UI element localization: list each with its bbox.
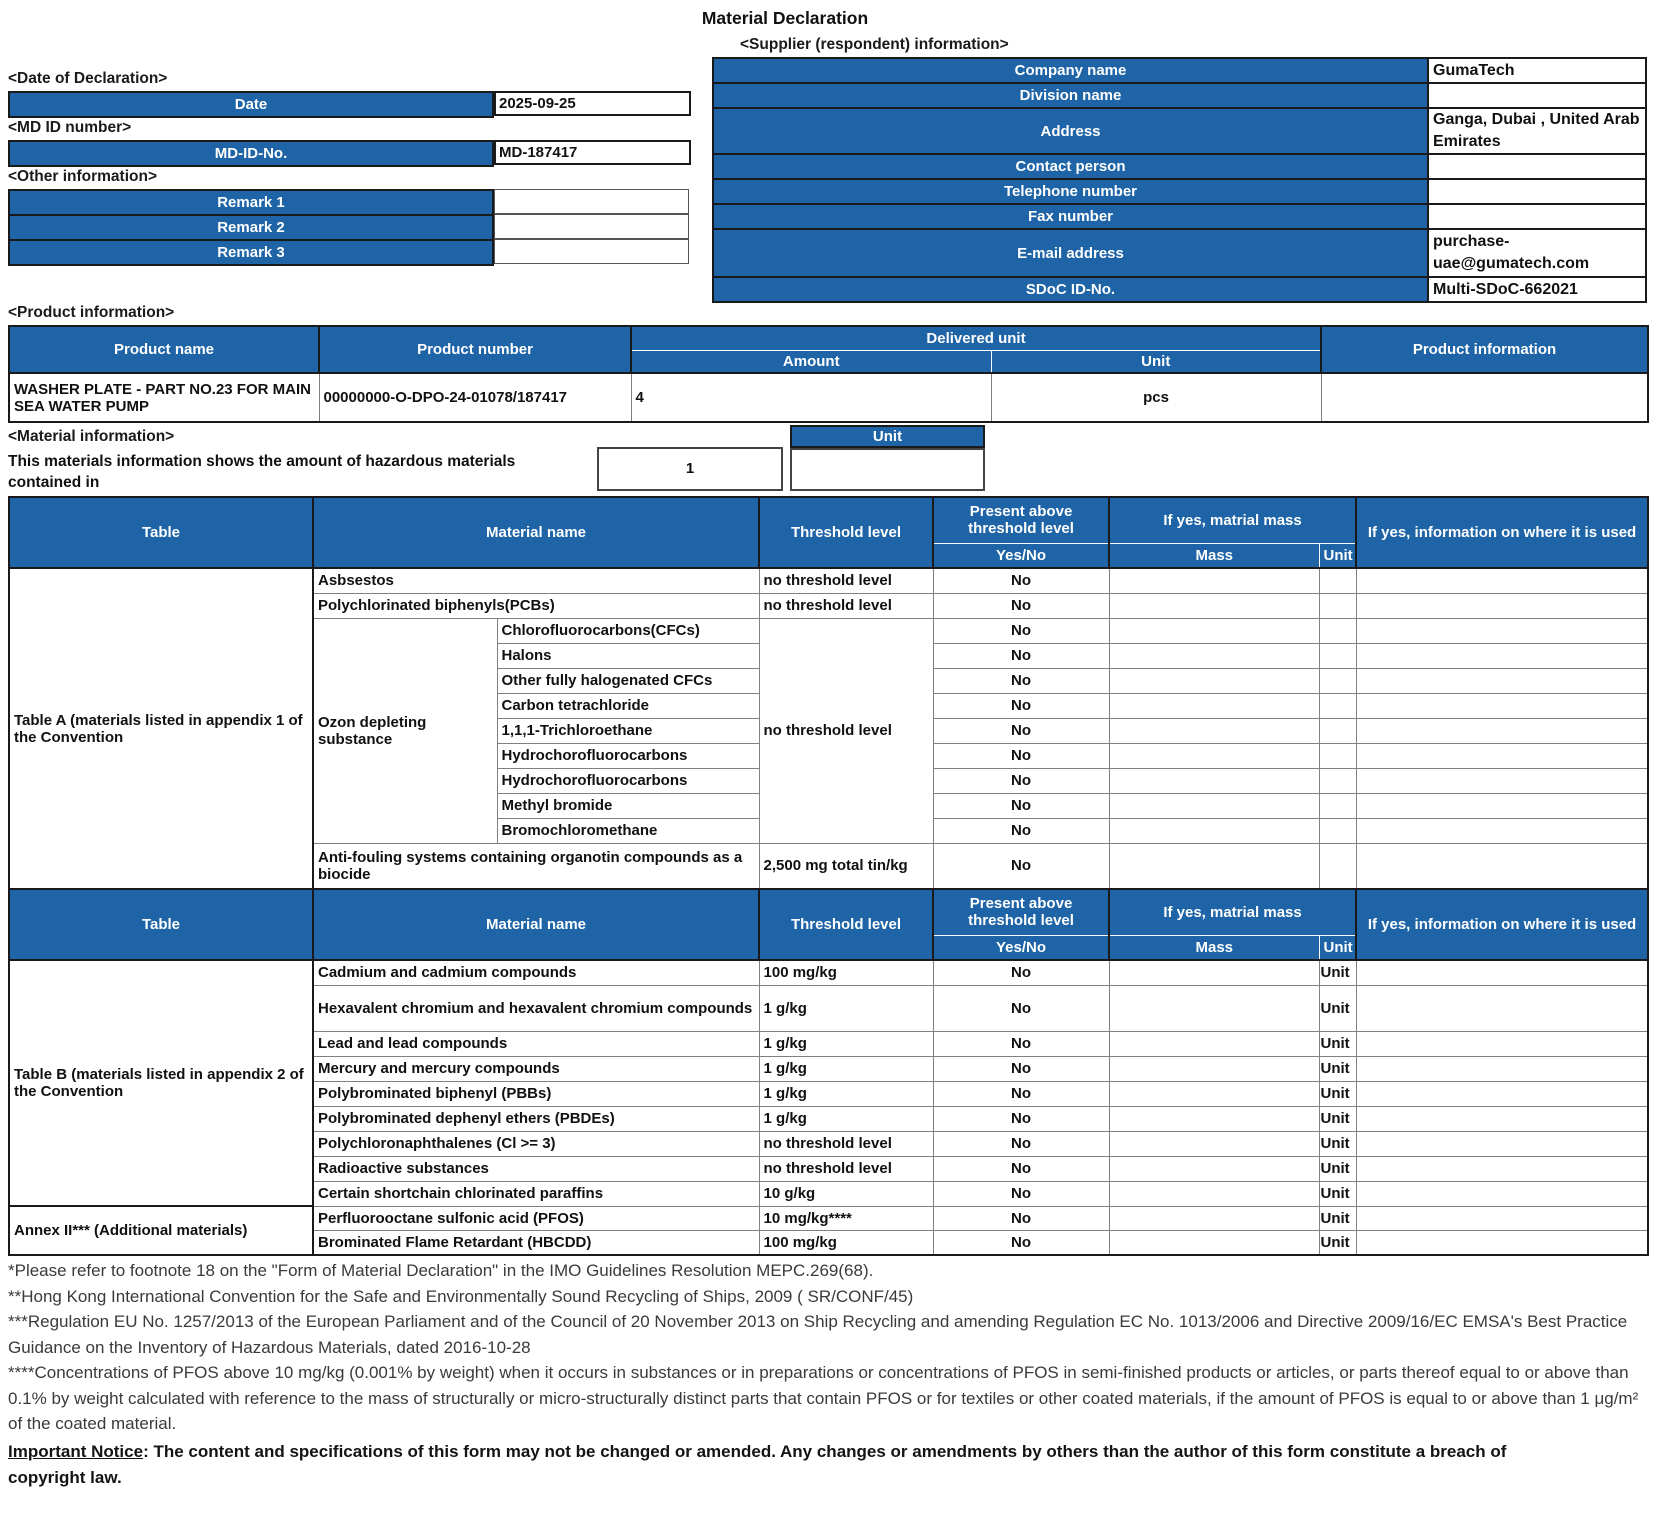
present-cell[interactable]: No	[933, 768, 1109, 793]
present-cell[interactable]: No	[933, 1031, 1109, 1056]
material-name-header: Material name	[313, 889, 759, 960]
present-cell[interactable]: No	[933, 693, 1109, 718]
material-name-cell: Certain shortchain chlorinated paraffins	[313, 1181, 759, 1206]
materials-header-row	[9, 889, 1648, 935]
mass-cell[interactable]	[1109, 668, 1319, 693]
present-above-header: Present above threshold level	[933, 497, 1109, 543]
important-notice-label: Important Notice	[8, 1441, 144, 1461]
annex-label: Annex II*** (Additional materials)	[9, 1206, 313, 1255]
mass-cell[interactable]	[1109, 843, 1319, 889]
material-row	[9, 568, 1648, 593]
material-name-cell: Mercury and mercury compounds	[313, 1056, 759, 1081]
material-name-cell: Other fully halogenated CFCs	[497, 668, 759, 693]
where-used-cell[interactable]	[1356, 693, 1648, 718]
where-used-header: If yes, information on where it is used	[1356, 497, 1648, 568]
supplier-row	[713, 83, 1646, 108]
unit-cell[interactable]	[1319, 568, 1356, 593]
material-name-cell: Carbon tetrachloride	[497, 693, 759, 718]
where-used-cell[interactable]	[1356, 1106, 1648, 1131]
product-name-header: Product name	[9, 326, 319, 373]
remark-3-row	[8, 239, 689, 266]
unit-cell[interactable]: Unit	[1319, 1230, 1356, 1255]
unit-cell[interactable]	[1319, 643, 1356, 668]
md-id-row	[8, 140, 691, 167]
product-name-value[interactable]: WASHER PLATE - PART NO.23 FOR MAIN SEA WATER PUMP	[9, 373, 319, 422]
present-cell[interactable]: No	[933, 1156, 1109, 1181]
threshold-cell: no threshold level	[759, 618, 933, 843]
md-id-label: MD-ID-No.	[8, 140, 494, 167]
product-amount-value[interactable]: 4	[631, 373, 991, 422]
material-name-cell: Polybrominated dephenyl ethers (PBDEs)	[313, 1106, 759, 1131]
section-other-information: <Other information>	[8, 168, 157, 185]
threshold-cell: 1 g/kg	[759, 985, 933, 1031]
important-notice	[8, 1439, 1568, 1491]
where-used-cell[interactable]	[1356, 568, 1648, 593]
mass-cell[interactable]	[1109, 1156, 1319, 1181]
threshold-level-header: Threshold level	[759, 889, 933, 960]
where-used-header: If yes, information on where it is used	[1356, 889, 1648, 960]
supplier-row	[713, 277, 1646, 302]
where-used-cell[interactable]	[1356, 818, 1648, 843]
present-cell[interactable]: No	[933, 568, 1109, 593]
threshold-cell: 10 mg/kg****	[759, 1206, 933, 1230]
threshold-cell: no threshold level	[759, 568, 933, 593]
present-cell[interactable]: No	[933, 793, 1109, 818]
where-used-cell[interactable]	[1356, 593, 1648, 618]
mass-cell[interactable]	[1109, 1206, 1319, 1230]
material-name-cell: Cadmium and cadmium compounds	[313, 960, 759, 985]
unit-cell[interactable]	[1319, 743, 1356, 768]
telephone-value[interactable]	[1428, 179, 1646, 204]
unit-cell[interactable]: Unit	[1319, 1156, 1356, 1181]
product-unit-value[interactable]: pcs	[991, 373, 1321, 422]
unit-cell[interactable]	[1319, 793, 1356, 818]
mass-cell[interactable]	[1109, 1181, 1319, 1206]
present-cell[interactable]: No	[933, 985, 1109, 1031]
where-used-cell[interactable]	[1356, 618, 1648, 643]
unit-cell[interactable]: Unit	[1319, 1031, 1356, 1056]
threshold-cell: no threshold level	[759, 1156, 933, 1181]
supplier-table	[712, 57, 1647, 303]
where-used-cell[interactable]	[1356, 1156, 1648, 1181]
material-name-cell: Brominated Flame Retardant (HBCDD)	[313, 1230, 759, 1255]
address-value[interactable]: Ganga, Dubai , United Arab Emirates	[1428, 108, 1646, 154]
sdoc-id-label: SDoC ID-No.	[713, 277, 1428, 302]
where-used-cell[interactable]	[1356, 1031, 1648, 1056]
table-a-label: Table A (materials listed in appendix 1 of the Convention	[9, 568, 313, 889]
where-used-cell[interactable]	[1356, 1131, 1648, 1156]
md-id-value[interactable]: MD-187417	[494, 140, 691, 165]
threshold-level-header: Threshold level	[759, 497, 933, 568]
present-cell[interactable]: No	[933, 818, 1109, 843]
footnote-1: *Please refer to footnote 18 on the "Form of Material Declaration" in the IMO Guidelines Resolution MEPC.269(68).	[8, 1261, 874, 1280]
yes-no-header: Yes/No	[933, 543, 1109, 568]
company-name-value[interactable]: GumaTech	[1428, 58, 1646, 83]
amount-header: Amount	[631, 350, 991, 373]
where-used-cell[interactable]	[1356, 1081, 1648, 1106]
present-cell[interactable]: No	[933, 618, 1109, 643]
present-cell[interactable]: No	[933, 960, 1109, 985]
mass-cell[interactable]	[1109, 568, 1319, 593]
material-name-cell: Hydrochorofluorocarbons	[497, 768, 759, 793]
material-name-cell: Polychlorinated biphenyls(PCBs)	[313, 593, 759, 618]
mass-cell[interactable]	[1109, 593, 1319, 618]
material-row	[9, 960, 1648, 985]
unit-col-header: Unit	[1319, 543, 1356, 568]
unit-cell[interactable]: Unit	[1319, 1181, 1356, 1206]
material-name-cell: Lead and lead compounds	[313, 1031, 759, 1056]
mass-cell[interactable]	[1109, 643, 1319, 668]
section-product-information: <Product information>	[8, 304, 175, 321]
division-name-label: Division name	[713, 83, 1428, 108]
remark-1-value[interactable]	[494, 189, 689, 214]
where-used-cell[interactable]	[1356, 768, 1648, 793]
present-cell[interactable]: No	[933, 843, 1109, 889]
unit-cell[interactable]	[1319, 843, 1356, 889]
delivered-unit-header: Delivered unit	[631, 326, 1321, 350]
where-used-cell[interactable]	[1356, 960, 1648, 985]
threshold-cell: 100 mg/kg	[759, 960, 933, 985]
remark-2-row	[8, 214, 689, 241]
unit-header: Unit	[991, 350, 1321, 373]
unit-cell[interactable]: Unit	[1319, 1056, 1356, 1081]
supplier-row	[713, 108, 1646, 154]
mass-cell[interactable]	[1109, 618, 1319, 643]
where-used-cell[interactable]	[1356, 1206, 1648, 1230]
table-col-header: Table	[9, 497, 313, 568]
section-date-of-declaration: <Date of Declaration>	[8, 70, 168, 87]
materials-table	[8, 496, 1649, 1256]
company-name-label: Company name	[713, 58, 1428, 83]
page-title: Material Declaration	[701, 8, 869, 28]
threshold-cell: 1 g/kg	[759, 1056, 933, 1081]
date-value[interactable]: 2025-09-25	[494, 91, 691, 116]
present-cell[interactable]: No	[933, 1131, 1109, 1156]
contact-person-label: Contact person	[713, 154, 1428, 179]
footnote-4: ****Concentrations of PFOS above 10 mg/kg (0.001% by weight) when it occurs in substances or in preparations or concentrations of PFOS in semi-finished products or articles, or parts thereof equal to or above than 0.1% by weight calculated with reference to the mass of structurally or micro-structurally distinct parts that contain PFOS or for textiles or other coated materials, if the amount of PFOS is equal to or above than 1 μg/m² of the coated material.	[8, 1363, 1639, 1433]
supplier-row	[713, 229, 1646, 277]
where-used-cell[interactable]	[1356, 1056, 1648, 1081]
material-unit-box[interactable]	[790, 448, 985, 491]
if-yes-mass-header: If yes, matrial mass	[1109, 497, 1356, 543]
if-yes-mass-header: If yes, matrial mass	[1109, 889, 1356, 935]
where-used-cell[interactable]	[1356, 1181, 1648, 1206]
unit-cell[interactable]	[1319, 668, 1356, 693]
threshold-cell: 2,500 mg total tin/kg	[759, 843, 933, 889]
threshold-cell: 1 g/kg	[759, 1031, 933, 1056]
material-amount-box[interactable]: 1	[597, 447, 783, 491]
footnotes	[8, 1258, 1647, 1491]
mass-cell[interactable]	[1109, 743, 1319, 768]
table-b-label: Table B (materials listed in appendix 2 of the Convention	[9, 960, 313, 1206]
mass-cell[interactable]	[1109, 960, 1319, 985]
present-cell[interactable]: No	[933, 1056, 1109, 1081]
mass-cell[interactable]	[1109, 718, 1319, 743]
materials-header-row	[9, 497, 1648, 543]
material-name-cell: Halons	[497, 643, 759, 668]
unit-cell[interactable]: Unit	[1319, 1131, 1356, 1156]
mass-cell[interactable]	[1109, 1056, 1319, 1081]
supplier-row	[713, 58, 1646, 83]
where-used-cell[interactable]	[1356, 843, 1648, 889]
material-name-cell: 1,1,1-Trichloroethane	[497, 718, 759, 743]
mass-cell[interactable]	[1109, 985, 1319, 1031]
material-name-cell: Polychloronaphthalenes (Cl >= 3)	[313, 1131, 759, 1156]
where-used-cell[interactable]	[1356, 718, 1648, 743]
remark-3-label: Remark 3	[8, 239, 494, 266]
where-used-cell[interactable]	[1356, 1230, 1648, 1255]
important-notice-text: : The content and specifications of this form may not be changed or amended. Any changes or amendments by others than the author of this form constitute a breach of copyright law.	[8, 1441, 1507, 1487]
supplier-row	[713, 154, 1646, 179]
where-used-cell[interactable]	[1356, 985, 1648, 1031]
mass-cell[interactable]	[1109, 768, 1319, 793]
material-name-cell: Bromochloromethane	[497, 818, 759, 843]
unit-cell[interactable]: Unit	[1319, 985, 1356, 1031]
unit-cell[interactable]: Unit	[1319, 960, 1356, 985]
yes-no-header: Yes/No	[933, 935, 1109, 960]
mass-cell[interactable]	[1109, 1031, 1319, 1056]
section-md-id-number: <MD ID number>	[8, 119, 132, 136]
unit-cell[interactable]	[1319, 718, 1356, 743]
product-row	[9, 373, 1648, 422]
material-name-cell: Chlorofluorocarbons(CFCs)	[497, 618, 759, 643]
telephone-label: Telephone number	[713, 179, 1428, 204]
material-row	[9, 1206, 1648, 1230]
email-label: E-mail address	[713, 229, 1428, 277]
fax-label: Fax number	[713, 204, 1428, 229]
unit-col-header: Unit	[1319, 935, 1356, 960]
unit-cell[interactable]: Unit	[1319, 1106, 1356, 1131]
supplier-row	[713, 179, 1646, 204]
remark-2-label: Remark 2	[8, 214, 494, 241]
email-value[interactable]: purchase-uae@gumatech.com	[1428, 229, 1646, 277]
footnote-3: ***Regulation EU No. 1257/2013 of the European Parliament and of the Council of 20 November 2013 on Ship Recycling and amending Regulation EC No. 1013/2006 and Directive 2009/16/EC EMSA's Best Practice Guidance on the Inventory of Hazardous Materials, dated 2016-10-28	[8, 1312, 1628, 1357]
where-used-cell[interactable]	[1356, 668, 1648, 693]
threshold-cell: 10 g/kg	[759, 1181, 933, 1206]
remark-1-label: Remark 1	[8, 189, 494, 216]
material-name-cell: Methyl bromide	[497, 793, 759, 818]
mass-cell[interactable]	[1109, 793, 1319, 818]
material-info-description: This materials information shows the amount of hazardous materials contained in	[8, 453, 516, 491]
mass-cell[interactable]	[1109, 1131, 1319, 1156]
mass-cell[interactable]	[1109, 1106, 1319, 1131]
material-name-cell: Anti-fouling systems containing organotin compounds as a biocide	[313, 843, 759, 889]
address-label: Address	[713, 108, 1428, 154]
mass-cell[interactable]	[1109, 693, 1319, 718]
present-cell[interactable]: No	[933, 1230, 1109, 1255]
where-used-cell[interactable]	[1356, 743, 1648, 768]
remark-3-value[interactable]	[494, 239, 689, 264]
where-used-cell[interactable]	[1356, 793, 1648, 818]
sdoc-id-value[interactable]: Multi-SDoC-662021	[1428, 277, 1646, 302]
threshold-cell: no threshold level	[759, 593, 933, 618]
material-name-cell: Asbsestos	[313, 568, 759, 593]
where-used-cell[interactable]	[1356, 643, 1648, 668]
present-cell[interactable]: No	[933, 1106, 1109, 1131]
present-cell[interactable]: No	[933, 743, 1109, 768]
supplier-row	[713, 204, 1646, 229]
unit-cell[interactable]: Unit	[1319, 1081, 1356, 1106]
unit-cell[interactable]	[1319, 593, 1356, 618]
present-cell[interactable]: No	[933, 718, 1109, 743]
present-cell[interactable]: No	[933, 643, 1109, 668]
present-cell[interactable]: No	[933, 1181, 1109, 1206]
mass-header: Mass	[1109, 543, 1319, 568]
ods-group-label: Ozon depleting substance	[313, 618, 497, 843]
date-row	[8, 91, 691, 118]
section-supplier-information: <Supplier (respondent) information>	[740, 36, 1009, 53]
present-cell[interactable]: No	[933, 1081, 1109, 1106]
threshold-cell: no threshold level	[759, 1131, 933, 1156]
mass-header: Mass	[1109, 935, 1319, 960]
remark-2-value[interactable]	[494, 214, 689, 239]
contact-person-value[interactable]	[1428, 154, 1646, 179]
threshold-cell: 1 g/kg	[759, 1081, 933, 1106]
unit-cell[interactable]: Unit	[1319, 1206, 1356, 1230]
division-name-value[interactable]	[1428, 83, 1646, 108]
present-above-header: Present above threshold level	[933, 889, 1109, 935]
present-cell[interactable]: No	[933, 593, 1109, 618]
threshold-cell: 100 mg/kg	[759, 1230, 933, 1255]
mass-cell[interactable]	[1109, 1081, 1319, 1106]
section-material-information: <Material information>	[8, 428, 175, 445]
product-number-value[interactable]: 00000000-O-DPO-24-01078/187417	[319, 373, 631, 422]
product-info-value[interactable]	[1321, 373, 1648, 422]
material-name-cell: Polybrominated biphenyl (PBBs)	[313, 1081, 759, 1106]
threshold-cell: 1 g/kg	[759, 1106, 933, 1131]
unit-cell[interactable]	[1319, 618, 1356, 643]
material-name-cell: Hexavalent chromium and hexavalent chromium compounds	[313, 985, 759, 1031]
product-table	[8, 325, 1649, 423]
material-name-cell: Radioactive substances	[313, 1156, 759, 1181]
material-name-cell: Perfluorooctane sulfonic acid (PFOS)	[313, 1206, 759, 1230]
product-information-header: Product information	[1321, 326, 1648, 373]
unit-cell[interactable]	[1319, 693, 1356, 718]
material-name-header: Material name	[313, 497, 759, 568]
footnote-2: **Hong Kong International Convention for the Safe and Environmentally Sound Recycling of Ships, 2009 ( SR/CONF/45)	[8, 1286, 914, 1306]
mass-cell[interactable]	[1109, 818, 1319, 843]
material-name-cell: Hydrochorofluorocarbons	[497, 743, 759, 768]
product-number-header: Product number	[319, 326, 631, 373]
fax-value[interactable]	[1428, 204, 1646, 229]
date-label: Date	[8, 91, 494, 118]
present-cell[interactable]: No	[933, 668, 1109, 693]
unit-cell[interactable]	[1319, 768, 1356, 793]
present-cell[interactable]: No	[933, 1206, 1109, 1230]
material-unit-header: Unit	[790, 425, 985, 448]
table-col-header: Table	[9, 889, 313, 960]
mass-cell[interactable]	[1109, 1230, 1319, 1255]
remark-1-row	[8, 189, 689, 216]
unit-cell[interactable]	[1319, 818, 1356, 843]
